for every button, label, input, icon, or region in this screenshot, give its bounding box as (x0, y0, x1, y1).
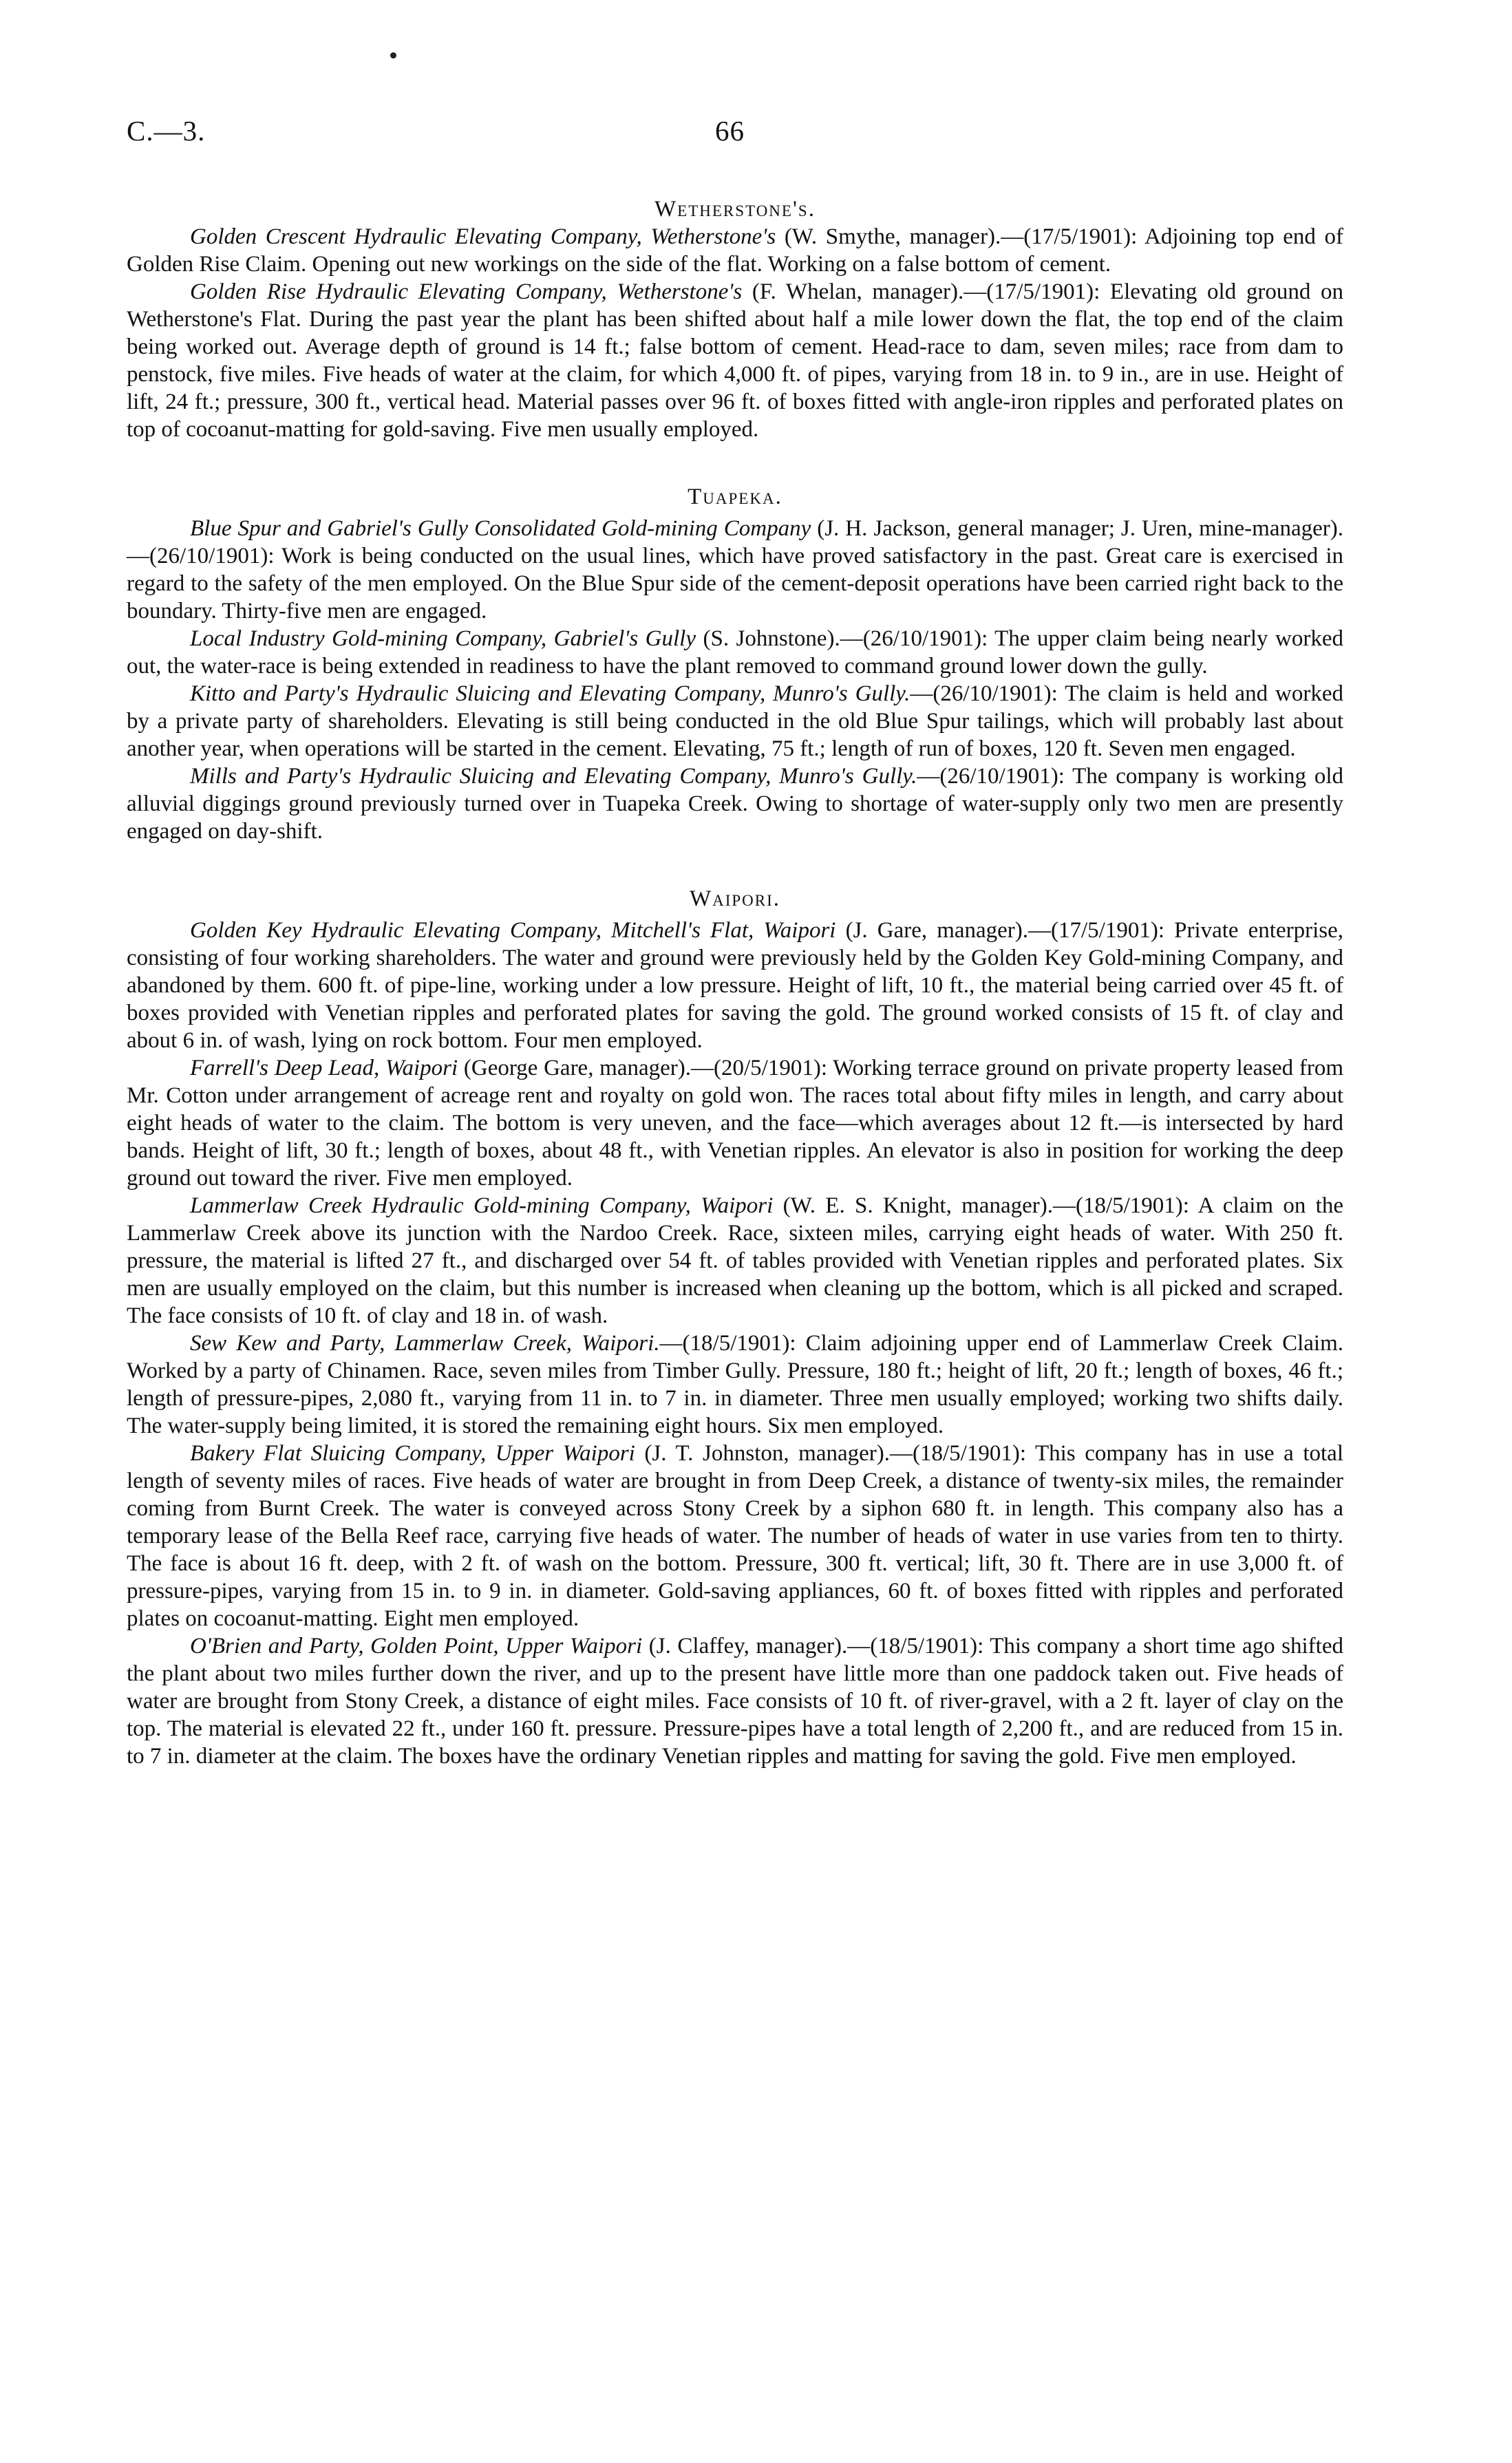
company-name: Farrell's Deep Lead, Waipori (190, 1056, 458, 1080)
entry-paragraph (127, 1440, 1343, 1632)
company-name: Golden Key Hydraulic Elevating Company, Mitchell's Flat, Waipori (190, 918, 836, 943)
entry-text: (J. Gare, manager).—(17/5/1901): Private enterprise, consisting of four working shareholders. The water and ground were previously held by the Golden Key Gold-mining Company, and abandoned by them. 600 ft. of pipe-line, working under a low pressure. Height of lift, 10 ft., the material being carried over 45 ft. of boxes provided with Venetian ripples and perforated plates for saving the gold. The ground worked consists of 15 ft. of clay and about 6 in. of wash, lying on rock bottom. Four men employed. (127, 918, 1344, 1053)
entry-text: —(26/10/1901): The company is working old alluvial diggings ground previously turned over in Tuapeka Creek. Owing to shortage of water-supply only two men are presently engaged on day-shift. (127, 764, 1343, 844)
section-heading: Wetherstone's. (654, 197, 816, 222)
main-text (127, 195, 1343, 1770)
section-heading: Waipori. (689, 886, 781, 911)
entry-text: (S. Johnstone).—(26/10/1901): The upper claim being nearly worked out, the water-race is being extended in readiness to have the plant removed to command ground lower down the gully. (127, 626, 1344, 679)
entry-paragraph (127, 1192, 1343, 1330)
document-code: C.—3. (127, 115, 206, 147)
company-name: Sew Kew and Party, Lammerlaw Creek, Waipori. (190, 1331, 660, 1356)
company-name: Bakery Flat Sluicing Company, Upper Waipori (190, 1441, 635, 1466)
ink-dot (390, 52, 396, 58)
company-name: Golden Crescent Hydraulic Elevating Company, Wetherstone's (190, 224, 776, 249)
company-name: Mills and Party's Hydraulic Sluicing and Elevating Company, Munro's Gully. (190, 764, 917, 789)
company-name: Lammerlaw Creek Hydraulic Gold-mining Company, Waipori (190, 1193, 774, 1218)
entry-text: (George Gare, manager).—(20/5/1901): Working terrace ground on private property leased from Mr. Cotton under arrangement of acreage rent and royalty on gold won. The races total about fifty miles in length, and carry about eight heads of water to the claim. The bottom is very uneven, and the face—which averages about 12 ft.—is intersected by hard bands. Height of lift, 30 ft.; length of boxes, about 48 ft., with Venetian ripples. An elevator is also in position for working the deep ground out toward the river. Five men employed. (127, 1056, 1343, 1191)
entry-text: (J. H. Jackson, general manager; J. Uren, mine-manager).—(26/10/1901): Work is being conducted on the usual lines, which have proved satisfactory in the past. Great care is exercised in regard to the safety of the men employed. On the Blue Spur side of the cement-deposit operations have been carried right back to the boundary. Thirty-five men are engaged. (127, 516, 1343, 623)
entry-paragraph (127, 1054, 1343, 1192)
entry-paragraph (127, 1330, 1343, 1440)
entry-text: —(26/10/1901): The claim is held and worked by a private party of shareholders. Elevating is still being conducted in the old Blue Spur tailings, which will probably last about another year, when operations will be started in the cement. Elevating, 75 ft.; length of run of boxes, 120 ft. Seven men engaged. (127, 681, 1343, 761)
entry-text: (F. Whelan, manager).—(17/5/1901): Elevating old ground on Wetherstone's Flat. During the past year the plant has been shifted about half a mile lower down the flat, the top end of the claim being worked out. Average depth of ground is 14 ft.; false bottom of cement. Head-race to dam, seven miles; race from dam to penstock, five miles. Five heads of water at the claim, for which 4,000 ft. of pipes, varying from 18 in. to 9 in., are in use. Height of lift, 24 ft.; pressure, 300 ft., vertical head. Material passes over 96 ft. of boxes fitted with angle-iron ripples and perforated plates on top of cocoanut-matting for gold-saving. Five men usually employed. (127, 279, 1343, 442)
entry-paragraph (127, 680, 1343, 763)
entry-text: —(18/5/1901): Claim adjoining upper end of Lammerlaw Creek Claim. Worked by a party of Chinamen. Race, seven miles from Timber Gully. Pressure, 180 ft.; height of lift, 20 ft.; length of boxes, 46 ft.; length of pressure-pipes, 2,080 ft., varying from 11 in. to 7 in. in diameter. Three men usually employed; working two shifts daily. The water-supply being limited, it is stored the remaining eight hours. Six men employed. (127, 1331, 1343, 1438)
company-name: Blue Spur and Gabriel's Gully Consolidated Gold-mining Company (190, 516, 811, 541)
entry-paragraph (127, 763, 1343, 845)
company-name: Golden Rise Hydraulic Elevating Company, Wetherstone's (190, 279, 743, 304)
entry-text: (W. E. S. Knight, manager).—(18/5/1901): A claim on the Lammerlaw Creek above its junction with the Nardoo Creek. Race, sixteen miles, carrying eight heads of water. With 250 ft. pressure, the material is lifted 27 ft., and discharged over 54 ft. of tables provided with Venetian ripples and perforated plates. Six men are usually employed on the claim, but this number is increased when cleaning up the bottom, which is all picked and scraped. The face consists of 10 ft. of clay and 18 in. of wash. (127, 1193, 1343, 1328)
entry-paragraph (127, 223, 1343, 278)
entry-paragraph (127, 278, 1343, 443)
entry-text: (W. Smythe, manager).—(17/5/1901): Adjoining top end of Golden Rise Claim. Opening out new workings on the side of the flat. Working on a false bottom of cement. (127, 224, 1343, 277)
entry-paragraph (127, 917, 1343, 1054)
page-number: 66 (715, 115, 745, 147)
entry-paragraph (127, 625, 1343, 680)
entry-paragraph (127, 1632, 1343, 1770)
company-name: O'Brien and Party, Golden Point, Upper Waipori (190, 1634, 643, 1659)
company-name: Kitto and Party's Hydraulic Sluicing and Elevating Company, Munro's Gully. (190, 681, 911, 706)
section-heading: Tuapeka. (688, 484, 782, 509)
company-name: Local Industry Gold-mining Company, Gabriel's Gully (190, 626, 696, 651)
entry-paragraph (127, 515, 1343, 625)
entry-text: (J. T. Johnston, manager).—(18/5/1901): This company has in use a total length of seventy miles of races. Five heads of water are brought in from Deep Creek, a distance of twenty-six miles, the remainder coming from Burnt Creek. The water is conveyed across Stony Creek by a siphon 680 ft. in length. This company also has a temporary lease of the Bella Reef race, carrying five heads of water. The number of heads of water in use varies from ten to thirty. The face is about 16 ft. deep, with 2 ft. of wash on the bottom. Pressure, 300 ft. vertical; lift, 30 ft. There are in use 3,000 ft. of pressure-pipes, varying from 15 in. to 9 in. in diameter. Gold-saving appliances, 60 ft. of boxes fitted with ripples and perforated plates on cocoanut-matting. Eight men employed. (127, 1441, 1343, 1631)
entry-text: (J. Claffey, manager).—(18/5/1901): This company a short time ago shifted the plant about two miles further down the river, and up to the present have little more than one paddock taken out. Five heads of water are brought from Stony Creek, a distance of eight miles. Face consists of 10 ft. of river-gravel, with a 2 ft. layer of clay on the top. The material is elevated 22 ft., under 160 ft. pressure. Pressure-pipes have a total length of 2,200 ft., and are reduced from 15 in. to 7 in. diameter at the claim. The boxes have the ordinary Venetian ripples and matting for saving the gold. Five men employed. (127, 1634, 1343, 1769)
